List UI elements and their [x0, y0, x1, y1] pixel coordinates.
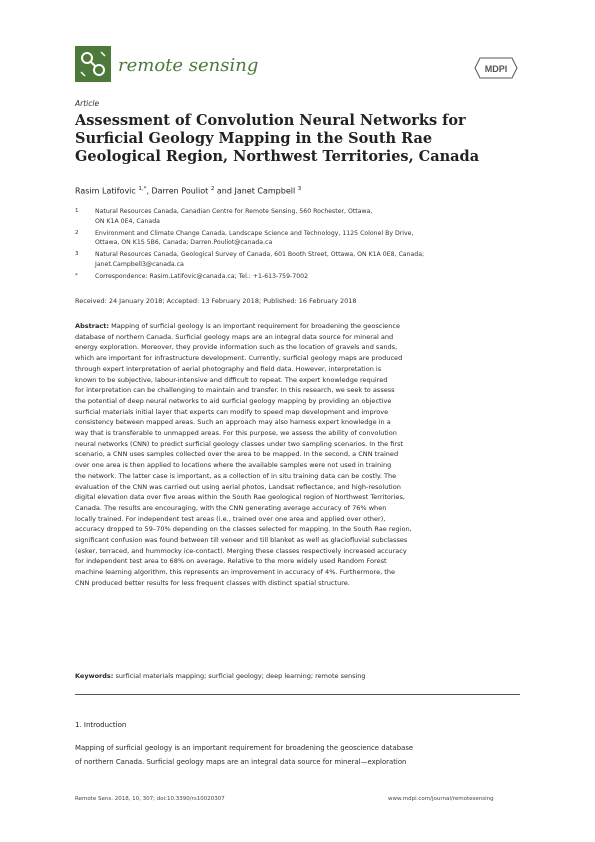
mdpi-logo-icon	[474, 57, 518, 79]
abstract-line: known to be subjective, labour-intensive and difficult to repeat. The expert knowledge required	[75, 375, 388, 384]
affiliations	[75, 207, 525, 284]
abstract-line: database of northern Canada. Surficial geology maps are an integral data source for mineral and	[75, 332, 394, 341]
author-name: Darren Pouliot	[151, 186, 209, 196]
abstract-line: consistency between mapped areas. Such an approach may also harness expert knowledge in a	[75, 418, 391, 427]
author-affiliation-mark: 1,*	[138, 186, 147, 192]
keywords-label: Keywords:	[75, 672, 114, 680]
keywords-text: surficial materials mapping; surficial geology; deep learning; remote sensing	[113, 672, 366, 680]
affiliation-number: 1	[75, 208, 79, 214]
abstract-line: evaluation of the CNN was carried out using aerial photos, Landsat reflectance, and high-resolution	[75, 482, 401, 491]
section-divider	[75, 694, 520, 695]
affiliation-item	[75, 250, 525, 270]
affiliation-number: 3	[75, 251, 79, 258]
body-line: of northern Canada. Surficial geology maps are an integral data source for mineral—exploration	[75, 758, 407, 766]
abstract-line: energy exploration. Moreover, they provide information such as the location of gravels and sands,	[75, 343, 398, 352]
abstract-line: machine learning algorithm, this represents an improvement in accuracy of 4%. Furthermore, the	[75, 568, 396, 577]
journal-name: remote sensing	[118, 55, 259, 76]
affiliation-number: 2	[75, 229, 79, 236]
title-line: Assessment of Convolution Neural Networks for	[75, 112, 466, 129]
abstract-label: Abstract:	[75, 322, 110, 330]
affiliation-line: Natural Resources Canada, Geological Survey of Canada, 601 Booth Street, Ottawa, ON K1A 0E8, Canada;	[95, 251, 425, 259]
section-heading: 1. Introduction	[75, 721, 127, 729]
abstract-line: for interpretation can be challenging to maintain and transfer. In this research, we seek to assess	[75, 386, 395, 395]
author-affiliation-mark: 3	[297, 186, 302, 192]
abstract-line: Canada. The results are encouraging, with the CNN generating average accuracy of 76% when	[75, 503, 387, 512]
abstract-line: scenario, a CNN uses samples collected over the area to be mapped. In the second, a CNN trained	[75, 450, 399, 459]
affiliation-line: ON K1A 0E4, Canada	[95, 217, 160, 225]
publication-dates: Received: 24 January 2018; Accepted: 13 February 2018; Published: 16 February 2018	[75, 297, 357, 305]
abstract-line: for independent test area to 68% on average. Relative to the more widely used Random Forest	[75, 557, 387, 566]
abstract-line: (esker, terraced, and hummocky ice-contact). Merging these classes respectively increased accuracy	[75, 546, 407, 555]
title-line: Geological Region, Northwest Territories, Canada	[75, 148, 480, 165]
abstract-line: digital elevation data over five areas within the South Rae geological region of Northwest Territories,	[75, 493, 405, 502]
correspondence-item	[75, 272, 525, 282]
affiliation-line: Natural Resources Canada, Canadian Centre for Remote Sensing, 560 Rochester, Ottawa,	[95, 208, 373, 215]
author-name: Janet Campbell	[234, 186, 296, 196]
correspondence-line: Correspondence: Rasim.Latifovic@canada.ca; Tel.: +1-613-759-7002	[95, 272, 309, 280]
body-line: Mapping of surficial geology is an important requirement for broadening the geoscience database	[75, 744, 414, 752]
author-affiliation-mark: 2	[210, 186, 215, 192]
abstract-line: neural networks (CNN) to predict surficial geology classes under two sampling scenarios. In the first	[75, 439, 404, 448]
abstract-line: the potential of deep neural networks to aid surficial geology mapping by providing an objective	[75, 396, 392, 405]
abstract-line: way that is transferable to unmapped areas. For this purpose, we assess the ability of convolution	[75, 429, 397, 438]
abstract-line: over one area is then applied to locations where the available samples were not used in training	[75, 461, 392, 470]
author-name: Rasim Latifovic	[75, 186, 136, 196]
article-title	[75, 112, 515, 166]
affiliation-line: Environment and Climate Change Canada, Landscape Science and Technology, 1125 Colonel By Drive,	[95, 229, 414, 237]
title-line: Surficial Geology Mapping in the South Rae	[75, 130, 433, 147]
affiliation-number: *	[75, 272, 78, 279]
abstract-line: the network. The latter case is important, as a collection of in situ training data can be costly. The	[75, 471, 397, 480]
affiliation-item	[75, 229, 525, 249]
footer-citation: Remote Sens. 2018, 10, 307; doi:10.3390/rs10020307	[75, 796, 225, 802]
abstract-line: which are important for infrastructure development. Currently, surficial geology maps are produced	[75, 354, 403, 363]
abstract	[75, 321, 520, 589]
abstract-line: significant confusion was found between till veneer and till blanket as well as glaciofluvial subclasses	[75, 536, 408, 545]
abstract-line: accuracy dropped to 59–70% depending on the classes selected for mapping. In the South Rae region,	[75, 525, 412, 534]
affiliation-item	[75, 207, 525, 227]
journal-logo-icon	[75, 46, 111, 82]
affiliation-line: Ottawa, ON K1S 5B6, Canada; Darren.Pouliot@canada.ca	[95, 239, 273, 247]
mdpi-logo-text: MDPI	[484, 64, 508, 74]
abstract-text: Mapping of surficial geology is an important requirement for broadening the geoscience	[109, 322, 400, 330]
footer-journal-url[interactable]: www.mdpi.com/journal/remotesensing	[388, 796, 494, 802]
abstract-line: locally trained. For independent test areas (i.e., trained over one area and applied over other),	[75, 514, 386, 523]
affiliation-line: Janet.Campbell3@canada.ca	[95, 260, 184, 268]
abstract-line: through expert interpretation of aerial photography and field data. However, interpretation is	[75, 364, 382, 373]
abstract-line: CNN produced better results for less frequent classes with distinct spatial structure.	[75, 578, 350, 587]
author-list: Rasim Latifovic $^{1,*}$, Darren Pouliot $^2$ and Janet Campbell $^3$	[75, 186, 302, 196]
introduction-text	[75, 741, 520, 769]
article-type-label: Article	[75, 99, 100, 108]
keywords	[75, 672, 366, 680]
abstract-line: surficial materials initial layer that experts can modify to speed map development and improve	[75, 407, 389, 416]
abstract-line	[75, 321, 520, 332]
